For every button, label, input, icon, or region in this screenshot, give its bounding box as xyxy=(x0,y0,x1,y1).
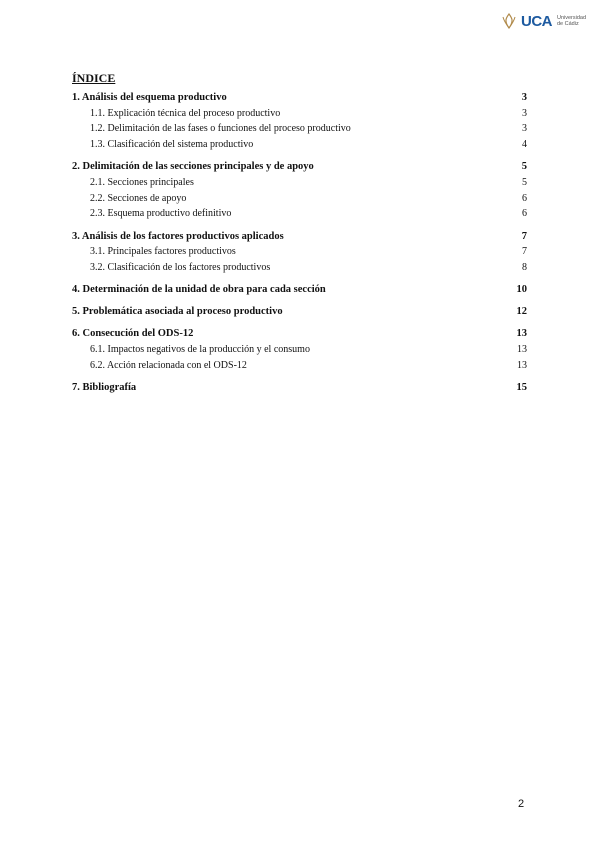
toc-entry[interactable] xyxy=(72,108,527,124)
toc-entry[interactable] xyxy=(72,262,527,278)
toc-entry[interactable] xyxy=(72,231,527,247)
toc-entry-text: 2.3. Esquema productivo definitivo xyxy=(90,208,232,220)
toc-entry-page: 7 xyxy=(521,230,527,242)
toc-entry-page: 3 xyxy=(522,107,527,119)
toc-entry-page: 5 xyxy=(521,161,527,173)
toc-entry[interactable] xyxy=(72,193,527,209)
university-logo xyxy=(500,10,592,32)
toc-entry[interactable] xyxy=(72,246,527,262)
toc-entry[interactable] xyxy=(72,306,527,322)
toc-entry-page: 13 xyxy=(517,344,527,356)
toc-entry-text: 2. Delimitación de las secciones principales y de apoyo xyxy=(72,161,314,173)
toc-entry-page: 13 xyxy=(517,359,527,371)
toc-entry[interactable] xyxy=(72,328,527,344)
toc-entry[interactable] xyxy=(72,177,527,193)
table-of-contents xyxy=(72,92,527,398)
toc-entry-text: 6.2. Acción relacionada con el ODS-12 xyxy=(90,359,247,371)
toc-entry-text: 5. Problemática asociada al proceso productivo xyxy=(72,306,283,318)
toc-title: ÍNDICE xyxy=(72,71,116,85)
toc-entry-page: 6 xyxy=(522,208,527,220)
toc-entry[interactable] xyxy=(72,382,527,398)
toc-entry-text: 3. Análisis de los factores productivos aplicados xyxy=(72,230,284,242)
logo-subtitle xyxy=(557,15,586,27)
toc-entry-text: 4. Determinación de la unidad de obra para cada sección xyxy=(72,284,326,296)
toc-entry[interactable] xyxy=(72,92,527,108)
toc-entry[interactable] xyxy=(72,123,527,139)
toc-entry-text: 6. Consecución del ODS-12 xyxy=(72,328,194,340)
toc-entry-page: 3 xyxy=(522,123,527,135)
toc-entry[interactable] xyxy=(72,208,527,224)
logo-subtitle-line-2: de Cádiz xyxy=(557,21,579,27)
logo-subtitle-line-1: Universidad xyxy=(557,15,587,21)
logo-mark-icon xyxy=(500,12,518,30)
toc-entry-text: 1. Análisis del esquema productivo xyxy=(72,92,227,103)
toc-entry-text: 2.1. Secciones principales xyxy=(90,176,194,188)
toc-entry-text: 1.3. Clasificación del sistema productivo xyxy=(90,139,254,151)
toc-entry-text: 7. Bibliografía xyxy=(72,382,137,393)
toc-entry-page: 12 xyxy=(516,306,527,318)
toc-entry-text: 6.1. Impactos negativos de la producción y el consumo xyxy=(90,344,310,356)
toc-entry-page: 13 xyxy=(516,328,527,340)
toc-entry-text: 3.2. Clasificación de los factores productivos xyxy=(90,261,271,273)
toc-entry[interactable] xyxy=(72,344,527,360)
toc-entry-page: 7 xyxy=(522,246,527,258)
toc-entry-page: 15 xyxy=(516,382,527,393)
toc-entry[interactable] xyxy=(72,284,527,300)
page-number: 2 xyxy=(518,798,525,810)
toc-entry-page: 4 xyxy=(522,139,527,151)
toc-entry-text: 1.2. Delimitación de las fases o funciones del proceso productivo xyxy=(90,123,351,135)
toc-entry-text: 2.2. Secciones de apoyo xyxy=(90,192,187,204)
toc-entry-text: 1.1. Explicación técnica del proceso productivo xyxy=(90,107,281,119)
toc-entry[interactable] xyxy=(72,161,527,177)
toc-entry[interactable] xyxy=(72,360,527,376)
logo-text: UCA xyxy=(521,12,552,30)
toc-entry-page: 6 xyxy=(522,192,527,204)
toc-entry-page: 8 xyxy=(522,261,527,273)
toc-entry-page: 3 xyxy=(521,92,527,103)
toc-entry-page: 10 xyxy=(516,284,527,296)
toc-entry[interactable] xyxy=(72,139,527,155)
toc-entry-text: 3.1. Principales factores productivos xyxy=(90,246,236,258)
toc-entry-page: 5 xyxy=(522,176,527,188)
